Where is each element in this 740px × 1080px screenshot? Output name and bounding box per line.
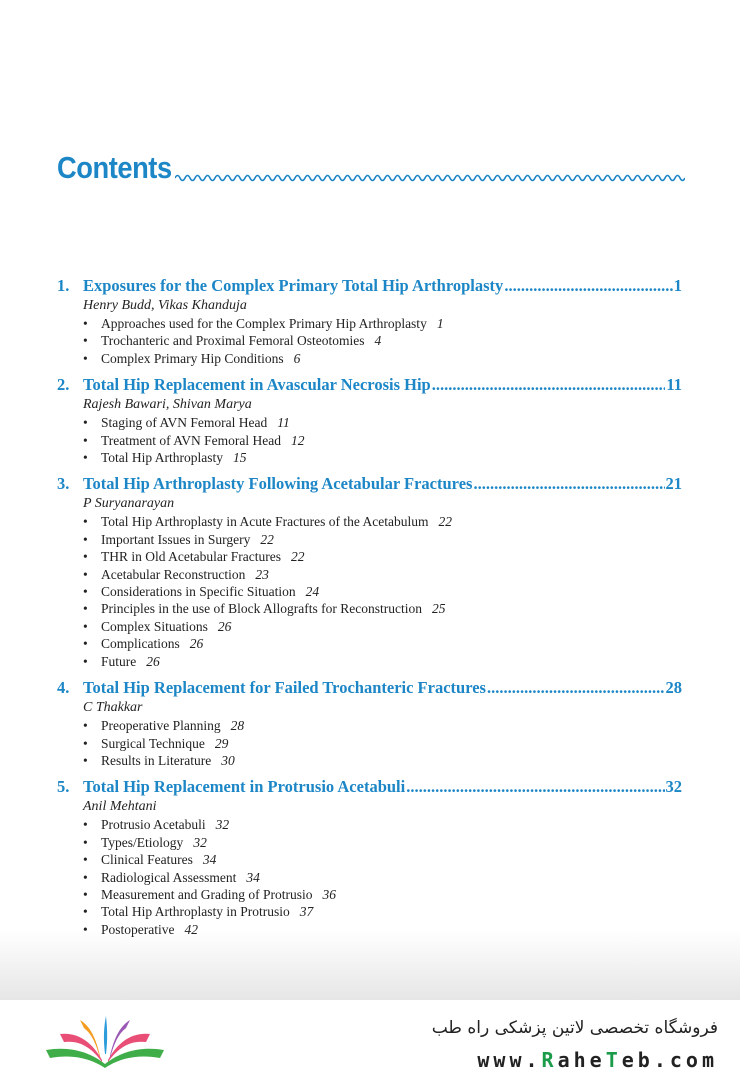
topic-label: Acetabular Reconstruction: [101, 566, 246, 582]
chapter-heading[interactable]: [57, 473, 682, 494]
topic-label: Complications: [101, 636, 180, 652]
topic-item: [83, 869, 682, 886]
topic-item: [83, 717, 682, 734]
chapter-heading[interactable]: [57, 677, 682, 698]
chapter-number: 3.: [57, 474, 70, 494]
topic-page-number: 22: [290, 549, 305, 565]
topic-label: Considerations in Specific Situation: [101, 584, 296, 600]
topic-page-number: 34: [202, 852, 217, 868]
topic-page-number: 24: [305, 584, 320, 600]
chapter-page-number: 21: [665, 474, 682, 494]
chapter-authors: Henry Budd, Vikas Khanduja: [83, 298, 247, 313]
topic-label: Total Hip Arthroplasty: [101, 450, 224, 466]
topic-item: [83, 315, 682, 332]
topic-page-number: 42: [184, 921, 198, 937]
topic-label: Measurement and Grading of Protrusio: [101, 886, 313, 902]
topic-list: [57, 816, 682, 938]
topic-page-number: 34: [246, 869, 260, 885]
dot-leader: [406, 776, 664, 797]
topic-page-number: 22: [438, 514, 452, 530]
topic-item: [83, 513, 682, 530]
topic-label: Future: [101, 653, 137, 669]
topic-item: [83, 449, 682, 466]
chapter-heading[interactable]: [57, 776, 682, 797]
topic-label: Principles in the use of Block Allografts for Reconstruction: [101, 601, 422, 617]
dot-leader: [432, 374, 666, 395]
bullet-icon: •: [83, 415, 88, 431]
bullet-icon: •: [83, 432, 88, 448]
topic-page-number: 32: [215, 817, 230, 833]
topic-label: Treatment of AVN Femoral Head: [101, 432, 281, 448]
topic-page-number: 25: [431, 601, 446, 617]
topic-page-number: 4: [374, 333, 382, 349]
topic-label: Surgical Technique: [101, 735, 205, 751]
bullet-icon: •: [83, 566, 88, 582]
chapter-title: Total Hip Replacement in Protrusio Acetabuli: [83, 777, 406, 797]
topic-page-number: 29: [214, 735, 229, 751]
bullet-icon: •: [83, 350, 88, 366]
topic-item: [83, 548, 682, 565]
topic-label: THR in Old Acetabular Fractures: [101, 549, 281, 565]
bullet-icon: •: [83, 514, 88, 530]
topic-page-number: 28: [230, 718, 245, 734]
topic-label: Complex Situations: [101, 618, 208, 634]
topic-label: Complex Primary Hip Conditions: [101, 350, 284, 366]
topic-list: [57, 315, 682, 367]
bullet-icon: •: [83, 549, 88, 565]
topic-item: [83, 653, 682, 670]
topic-list: [57, 717, 682, 769]
chapter-page-number: 1: [673, 276, 682, 295]
bullet-icon: •: [83, 584, 88, 600]
topic-label: Important Issues in Surgery: [101, 531, 251, 547]
topic-page-number: 11: [277, 415, 290, 431]
topic-list: [57, 414, 682, 466]
topic-page-number: 26: [217, 618, 232, 634]
topic-item: [83, 350, 682, 367]
topic-page-number: 6: [293, 350, 301, 366]
chapter-authors: C Thakkar: [83, 700, 143, 716]
bullet-icon: •: [83, 601, 88, 617]
chapter-heading[interactable]: [57, 275, 682, 296]
topic-item: [83, 886, 682, 903]
bullet-icon: •: [83, 886, 88, 902]
topic-item: [83, 332, 682, 349]
chapter-entry: [57, 677, 682, 769]
topic-label: Clinical Features: [101, 852, 193, 868]
topic-item: [83, 635, 682, 652]
topic-item: [83, 816, 682, 833]
bullet-icon: •: [83, 735, 88, 751]
dot-leader: [473, 473, 664, 494]
bullet-icon: •: [83, 852, 88, 868]
bullet-icon: •: [83, 450, 88, 466]
topic-item: [83, 752, 682, 769]
chapter-number: 4.: [57, 678, 70, 698]
topic-item: [83, 414, 682, 431]
url-accent-letter: R: [541, 1048, 558, 1072]
topic-page-number: 30: [221, 752, 235, 768]
chapter-number: 1.: [57, 276, 70, 295]
topic-label: Results in Literature: [101, 752, 212, 768]
topic-page-number: 12: [290, 432, 305, 448]
chapter-title: Total Hip Arthroplasty Following Acetabular Fractures: [83, 474, 473, 494]
table-of-contents: [57, 275, 682, 945]
chapter-number: 2.: [57, 375, 70, 395]
bullet-icon: •: [83, 921, 88, 937]
topic-item: [83, 566, 682, 583]
contents-title: Contents: [57, 150, 172, 185]
store-name: فروشگاه تخصصی لاتین پزشکی راه طب: [431, 1018, 718, 1038]
chapter-title: Exposures for the Complex Primary Total Hip Arthroplasty: [83, 276, 504, 295]
topic-item: [83, 618, 682, 635]
url-accent-letter: T: [605, 1048, 622, 1072]
chapter-authors: P Suryanarayan: [83, 496, 175, 512]
topic-label: Approaches used for the Complex Primary Hip Arthroplasty: [101, 316, 427, 331]
topic-label: Types/Etiology: [101, 834, 184, 850]
chapter-page-number: 32: [665, 777, 682, 797]
chapter-page-number: 28: [665, 678, 682, 698]
topic-list: [57, 513, 682, 670]
topic-page-number: 23: [255, 566, 269, 582]
bullet-icon: •: [83, 316, 88, 331]
chapter-title: Total Hip Replacement in Avascular Necrosis Hip: [83, 375, 431, 395]
chapter-entry: [57, 374, 682, 466]
contents-heading: [57, 150, 697, 190]
url-suffix: eb.com: [621, 1048, 718, 1072]
bullet-icon: •: [83, 904, 88, 920]
chapter-entry: [57, 275, 682, 367]
topic-page-number: 32: [193, 834, 207, 850]
topic-page-number: 15: [233, 450, 247, 466]
footer-banner: [0, 1000, 740, 1080]
wavy-rule: [175, 172, 685, 184]
topic-label: Postoperative: [101, 921, 175, 937]
topic-page-number: 26: [189, 636, 204, 652]
topic-item: [83, 600, 682, 617]
chapter-entry: [57, 776, 682, 938]
bullet-icon: •: [83, 333, 88, 349]
topic-label: Staging of AVN Femoral Head: [101, 415, 268, 431]
chapter-authors: Anil Mehtani: [83, 799, 157, 815]
dot-leader: [504, 275, 672, 296]
topic-item: [83, 851, 682, 868]
bullet-icon: •: [83, 636, 88, 652]
topic-label: Radiological Assessment: [101, 869, 237, 885]
chapter-number: 5.: [57, 777, 70, 797]
bullet-icon: •: [83, 718, 88, 734]
chapter-entry: [57, 473, 682, 670]
topic-item: [83, 834, 682, 851]
topic-label: Preoperative Planning: [101, 718, 221, 734]
chapter-title: Total Hip Replacement for Failed Trochanteric Fractures: [83, 678, 486, 698]
bullet-icon: •: [83, 653, 88, 669]
topic-item: [83, 921, 682, 938]
topic-label: Total Hip Arthroplasty in Protrusio: [101, 904, 290, 920]
topic-item: [83, 735, 682, 752]
topic-item: [83, 903, 682, 920]
topic-label: Trochanteric and Proximal Femoral Osteotomies: [101, 333, 365, 349]
dot-leader: [487, 677, 665, 698]
chapter-heading[interactable]: [57, 374, 682, 395]
topic-item: [83, 531, 682, 548]
chapter-page-number: 11: [666, 375, 682, 395]
topic-item: [83, 583, 682, 600]
topic-page-number: 37: [299, 904, 314, 920]
topic-page-number: 22: [260, 531, 274, 547]
topic-page-number: 1: [436, 316, 444, 331]
chapter-authors: Rajesh Bawari, Shivan Marya: [83, 397, 252, 413]
topic-label: Protrusio Acetabuli: [101, 817, 206, 833]
bullet-icon: •: [83, 869, 88, 885]
topic-item: [83, 432, 682, 449]
bullet-icon: •: [83, 752, 88, 768]
bullet-icon: •: [83, 817, 88, 833]
topic-page-number: 36: [322, 886, 336, 902]
url-prefix: www.: [477, 1048, 542, 1072]
bullet-icon: •: [83, 618, 88, 634]
store-url: [477, 1048, 718, 1072]
open-book-logo-icon: [40, 1012, 170, 1072]
topic-page-number: 26: [146, 653, 160, 669]
url-mid: ahe: [557, 1048, 606, 1072]
bullet-icon: •: [83, 834, 88, 850]
bullet-icon: •: [83, 531, 88, 547]
topic-label: Total Hip Arthroplasty in Acute Fractures of the Acetabulum: [101, 514, 429, 530]
